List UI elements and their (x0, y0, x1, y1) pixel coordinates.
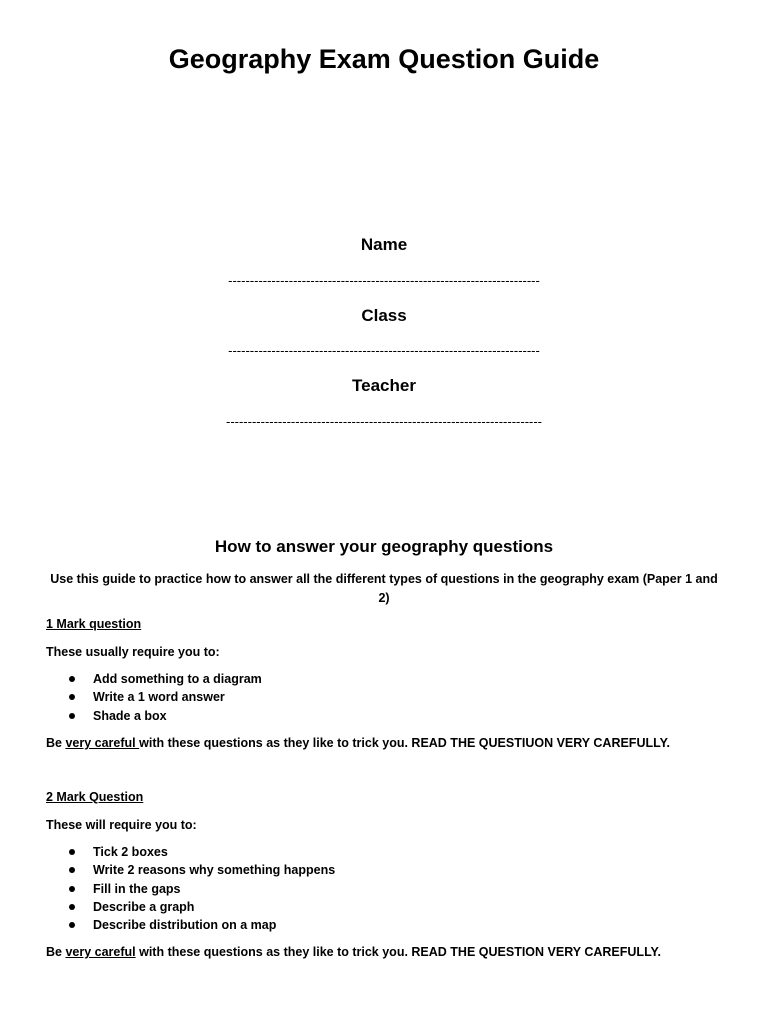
bullet-icon (69, 886, 75, 892)
name-line: ------------------------------------------------------------------------ (228, 273, 540, 288)
guide-heading: How to answer your geography questions (214, 537, 554, 556)
list-item-text: Add something to a diagram (93, 672, 262, 686)
list-item-text: Write 2 reasons why something happens (93, 863, 336, 878)
list-item-text: Tick 2 boxes (93, 845, 168, 859)
bullet-icon (69, 849, 75, 855)
warning-suffix: with these questions as they like to trick you. READ THE QUESTION VERY CAREFULLY. (135, 945, 661, 959)
section2-lead: These will require you to: (46, 818, 197, 832)
list-item (46, 880, 335, 898)
bullet-icon (69, 904, 75, 910)
list-item (46, 861, 335, 879)
bullet-icon (69, 713, 75, 719)
list-item-text: Describe a graph (93, 899, 195, 914)
bullet-icon (69, 922, 75, 928)
section2-heading: 2 Mark Question (46, 790, 144, 804)
list-item (46, 707, 262, 725)
list-item-text: Describe distribution on a map (93, 918, 277, 933)
teacher-label: Teacher (352, 376, 416, 395)
section1-warning (46, 736, 670, 750)
list-item (46, 670, 262, 688)
bullet-icon (69, 867, 75, 873)
warning-emphasis: very careful (65, 945, 136, 959)
teacher-line: ------------------------------------------------------------------------- (225, 414, 543, 429)
guide-intro: Use this guide to practice how to answer all the different types of questions in the geography exam (Paper 1 and 2) (50, 572, 718, 605)
class-line: ------------------------------------------------------------------------ (228, 343, 540, 358)
section1-lead: These usually require you to: (46, 645, 220, 659)
section1-heading: 1 Mark question (46, 617, 142, 631)
list-item (46, 843, 335, 861)
section2-list (46, 843, 335, 934)
bullet-icon (69, 694, 75, 700)
page-title: Geography Exam Question Guide (168, 44, 600, 74)
section2-warning (46, 945, 661, 959)
list-item (46, 688, 262, 706)
section1-list (46, 670, 262, 725)
list-item-text: Shade a box (93, 708, 167, 723)
list-item-text: Fill in the gaps (93, 881, 181, 896)
list-item (46, 898, 335, 916)
warning-prefix: Be (46, 736, 66, 750)
bullet-icon (69, 676, 75, 682)
class-label: Class (361, 306, 407, 325)
name-label: Name (360, 235, 408, 254)
warning-suffix: with these questions as they like to trick you. READ THE QUESTIUON VERY CAREFULLY. (139, 736, 671, 750)
warning-emphasis: very careful (65, 736, 140, 750)
list-item-text: Write a 1 word answer (93, 690, 225, 705)
warning-prefix: Be (46, 945, 66, 959)
list-item (46, 916, 335, 934)
